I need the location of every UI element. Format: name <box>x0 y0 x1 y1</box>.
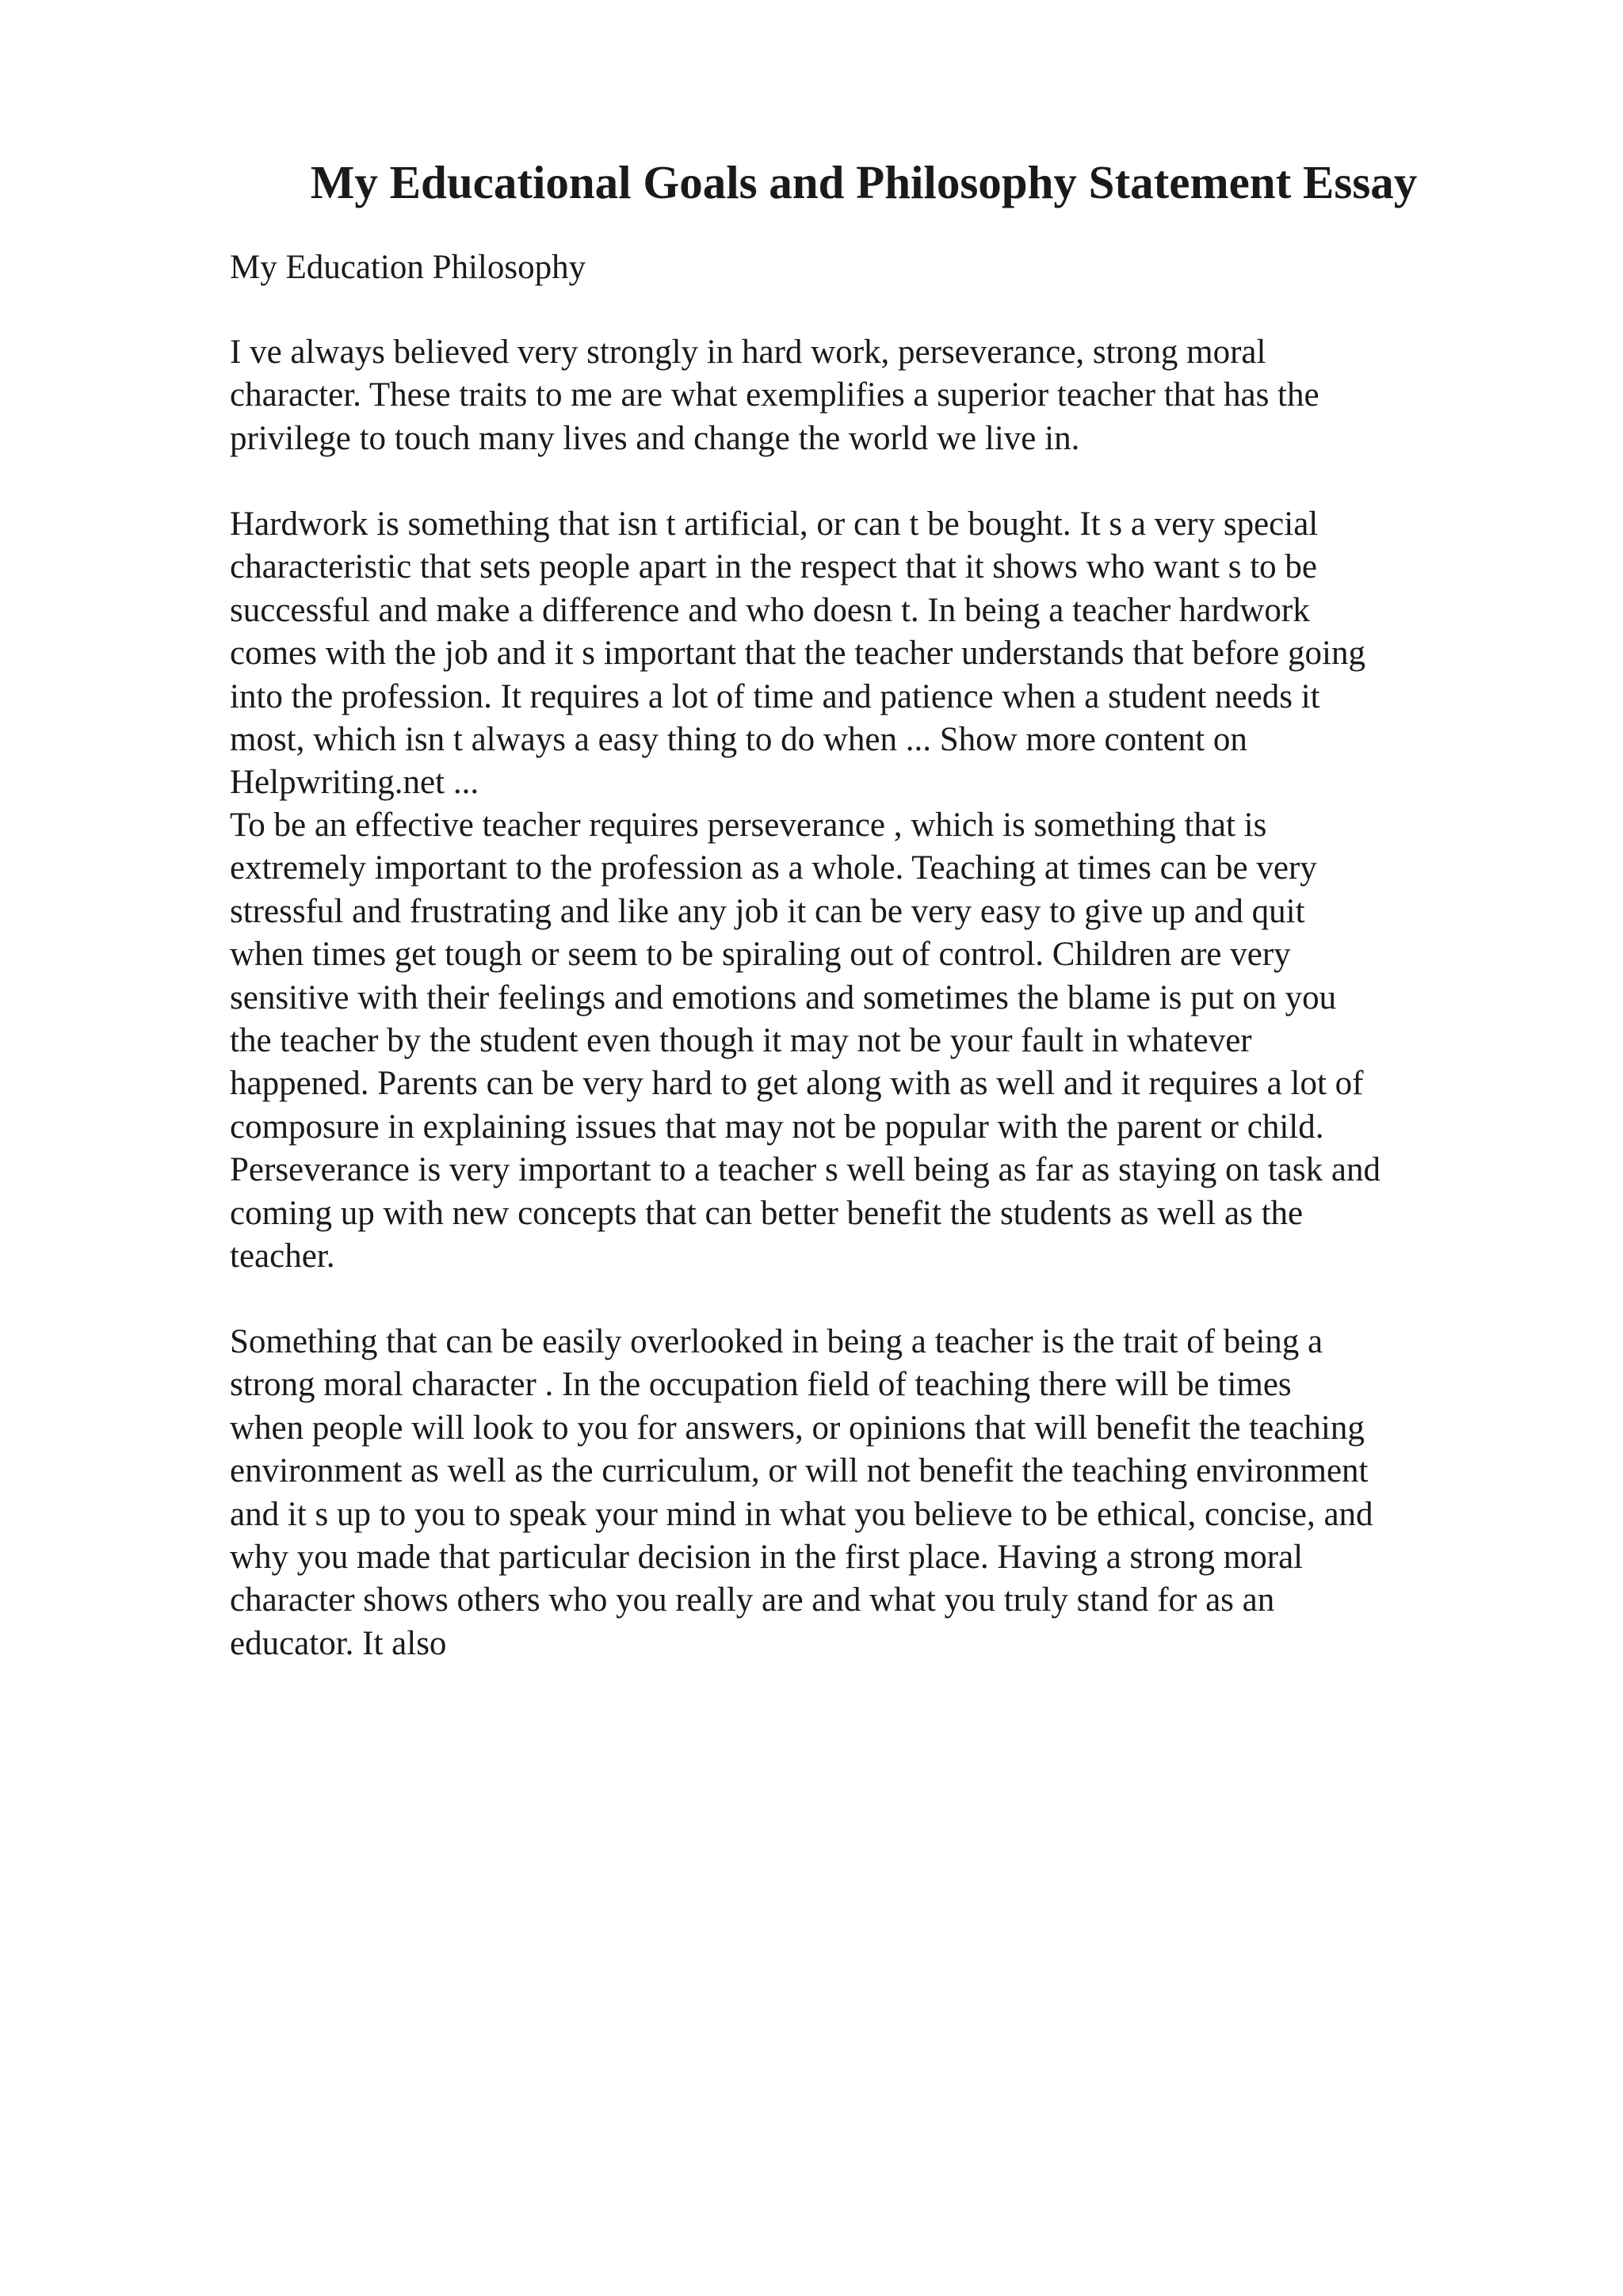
text-line: character. These traits to me are what exemplifies a superior teacher that has the <box>230 376 1319 414</box>
text-line: extremely important to the profession as a whole. Teaching at times can be very <box>230 849 1317 887</box>
paragraph-4 <box>230 1321 1498 1665</box>
text-line: when people will look to you for answers, or opinions that will benefit the teaching <box>230 1409 1365 1447</box>
text-line: Hardwork is something that isn t artificial, or can t be bought. It s a very special <box>230 505 1319 543</box>
text-line: happened. Parents can be very hard to get along with as well and it requires a lot of <box>230 1065 1364 1103</box>
text-line: coming up with new concepts that can better benefit the students as well as the <box>230 1194 1304 1232</box>
text-line: into the profession. It requires a lot of time and patience when a student needs it <box>230 677 1320 715</box>
text-line: and it s up to you to speak your mind in what you believe to be ethical, concise, and <box>230 1495 1373 1533</box>
text-line: environment as well as the curriculum, or will not benefit the teaching environment <box>230 1452 1369 1490</box>
text-line: educator. It also <box>230 1624 447 1662</box>
text-line: composure in explaining issues that may not be popular with the parent or child. <box>230 1108 1324 1146</box>
text-line: privilege to touch many lives and change the world we live in. <box>230 419 1080 457</box>
text-line: most, which isn t always a easy thing to do when ... Show more content on <box>230 721 1247 759</box>
text-line: Something that can be easily overlooked in being a teacher is the trait of being a <box>230 1323 1323 1360</box>
text-line: sensitive with their feelings and emotions and sometimes the blame is put on you <box>230 978 1337 1016</box>
text-line: when times get tough or seem to be spiraling out of control. Children are very <box>230 936 1291 974</box>
document-subtitle: My Education Philosophy <box>230 249 586 286</box>
text-line: why you made that particular decision in the first place. Having a strong moral <box>230 1539 1304 1577</box>
paragraph-1 <box>230 331 1498 460</box>
paragraph-3 <box>230 804 1498 1278</box>
text-line: comes with the job and it s important that the teacher understands that before going <box>230 635 1365 673</box>
document-title: My Educational Goals and Philosophy Statement Essay <box>310 156 1418 208</box>
text-line: Perseverance is very important to a teacher s well being as far as staying on task and <box>230 1151 1381 1189</box>
text-line: strong moral character . In the occupation field of teaching there will be times <box>230 1366 1292 1404</box>
paragraph-2 <box>230 503 1498 805</box>
text-line: To be an effective teacher requires perseverance , which is something that is <box>230 807 1267 844</box>
text-line: successful and make a difference and who doesn t. In being a teacher hardwork <box>230 591 1310 629</box>
text-line: stressful and frustrating and like any job it can be very easy to give up and quit <box>230 892 1305 930</box>
text-line: I ve always believed very strongly in hard work, perseverance, strong moral <box>230 334 1266 371</box>
text-line: characteristic that sets people apart in the respect that it shows who want s to be <box>230 548 1317 586</box>
text-line: Helpwriting.net ... <box>230 764 479 802</box>
text-line: the teacher by the student even though it may not be your fault in whatever <box>230 1022 1252 1060</box>
text-line: teacher. <box>230 1238 335 1276</box>
text-line: character shows others who you really are and what you truly stand for as an <box>230 1581 1275 1619</box>
